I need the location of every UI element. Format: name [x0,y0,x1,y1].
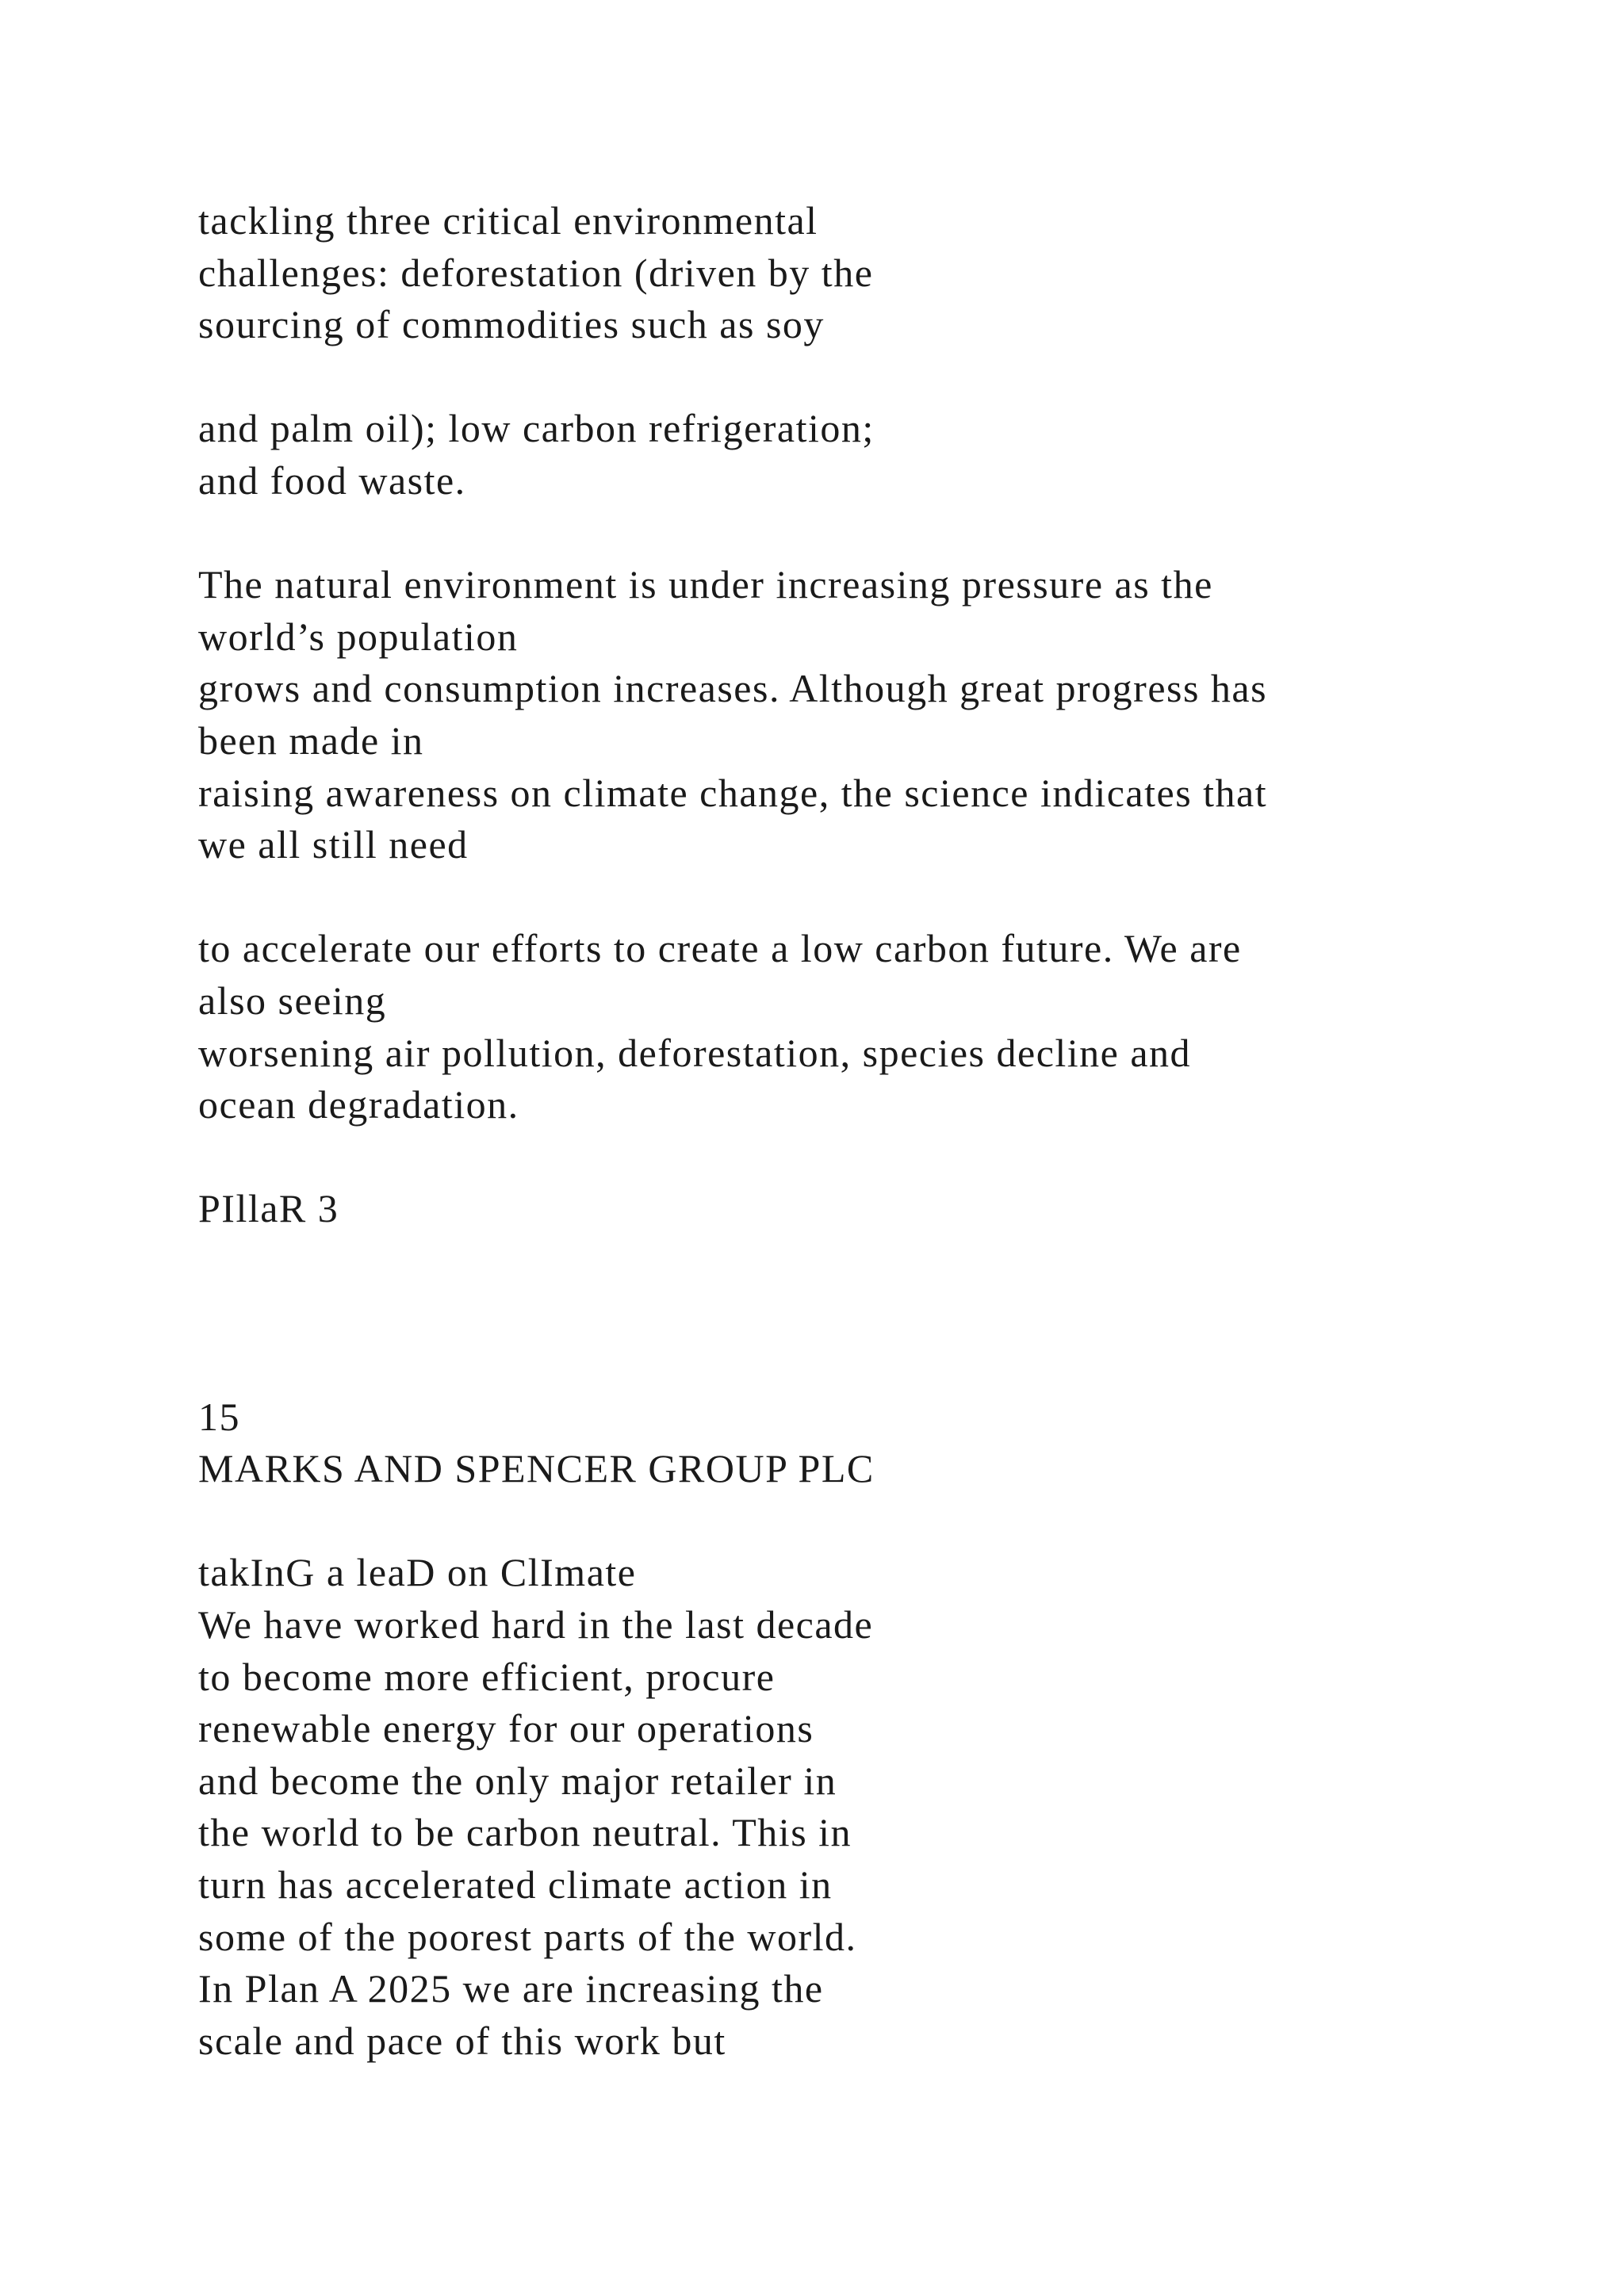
text-line: We have worked hard in the last decade [198,1602,874,1647]
section-climate-lead [198,1547,1507,2067]
page-footer [198,1391,1507,1495]
text-line: also seeing [198,978,387,1023]
text-line: challenges: deforestation (driven by the [198,250,874,295]
text-line: we all still need [198,822,469,867]
text-line: tackling three critical environmental [198,198,818,243]
text-line: scale and pace of this work but [198,2018,726,2063]
company-name: MARKS AND SPENCER GROUP PLC [198,1446,875,1491]
paragraph-gap [198,871,1507,924]
paragraph-gap [198,507,1507,560]
paragraph-gap [198,1235,1507,1288]
paragraph-gap [198,1339,1507,1391]
text-line: grows and consumption increases. Although great progress has [198,666,1268,711]
text-line: turn has accelerated climate action in [198,1862,833,1907]
text-line: The natural environment is under increasing pressure as the [198,562,1213,607]
paragraph-deforestation-challenges [198,195,1507,351]
text-line: sourcing of commodities such as soy [198,302,825,347]
section-heading: takInG a leaD on ClImate [198,1550,637,1595]
paragraph-gap [198,351,1507,404]
text-line: to become more efficient, procure [198,1654,776,1699]
text-line: In Plan A 2025 we are increasing the [198,1966,824,2011]
text-line: worsening air pollution, deforestation, species decline and [198,1030,1192,1075]
page-number: 15 [198,1394,240,1439]
text-line: and food waste. [198,457,466,503]
text-line: and become the only major retailer in [198,1758,837,1803]
paragraph-palm-oil [198,403,1507,507]
text-line: some of the poorest parts of the world. [198,1914,857,1959]
pillar-label: PIllaR 3 [198,1186,339,1231]
document-text [198,195,1507,2067]
text-line: ocean degradation. [198,1082,519,1127]
text-line: renewable energy for our operations [198,1706,814,1751]
text-line: the world to be carbon neutral. This in [198,1810,852,1855]
text-line: world’s population [198,614,519,659]
paragraph-gap [198,1287,1507,1339]
text-line: to accelerate our efforts to create a low carbon future. We are [198,926,1242,971]
paragraph-gap [198,1131,1507,1184]
text-line: and palm oil); low carbon refrigeration; [198,406,875,451]
paragraph-natural-environment [198,559,1507,871]
text-line: raising awareness on climate change, the science indicates that [198,770,1268,815]
paragraph-low-carbon-future [198,923,1507,1131]
text-line: been made in [198,718,424,763]
paragraph-gap [198,1495,1507,1548]
